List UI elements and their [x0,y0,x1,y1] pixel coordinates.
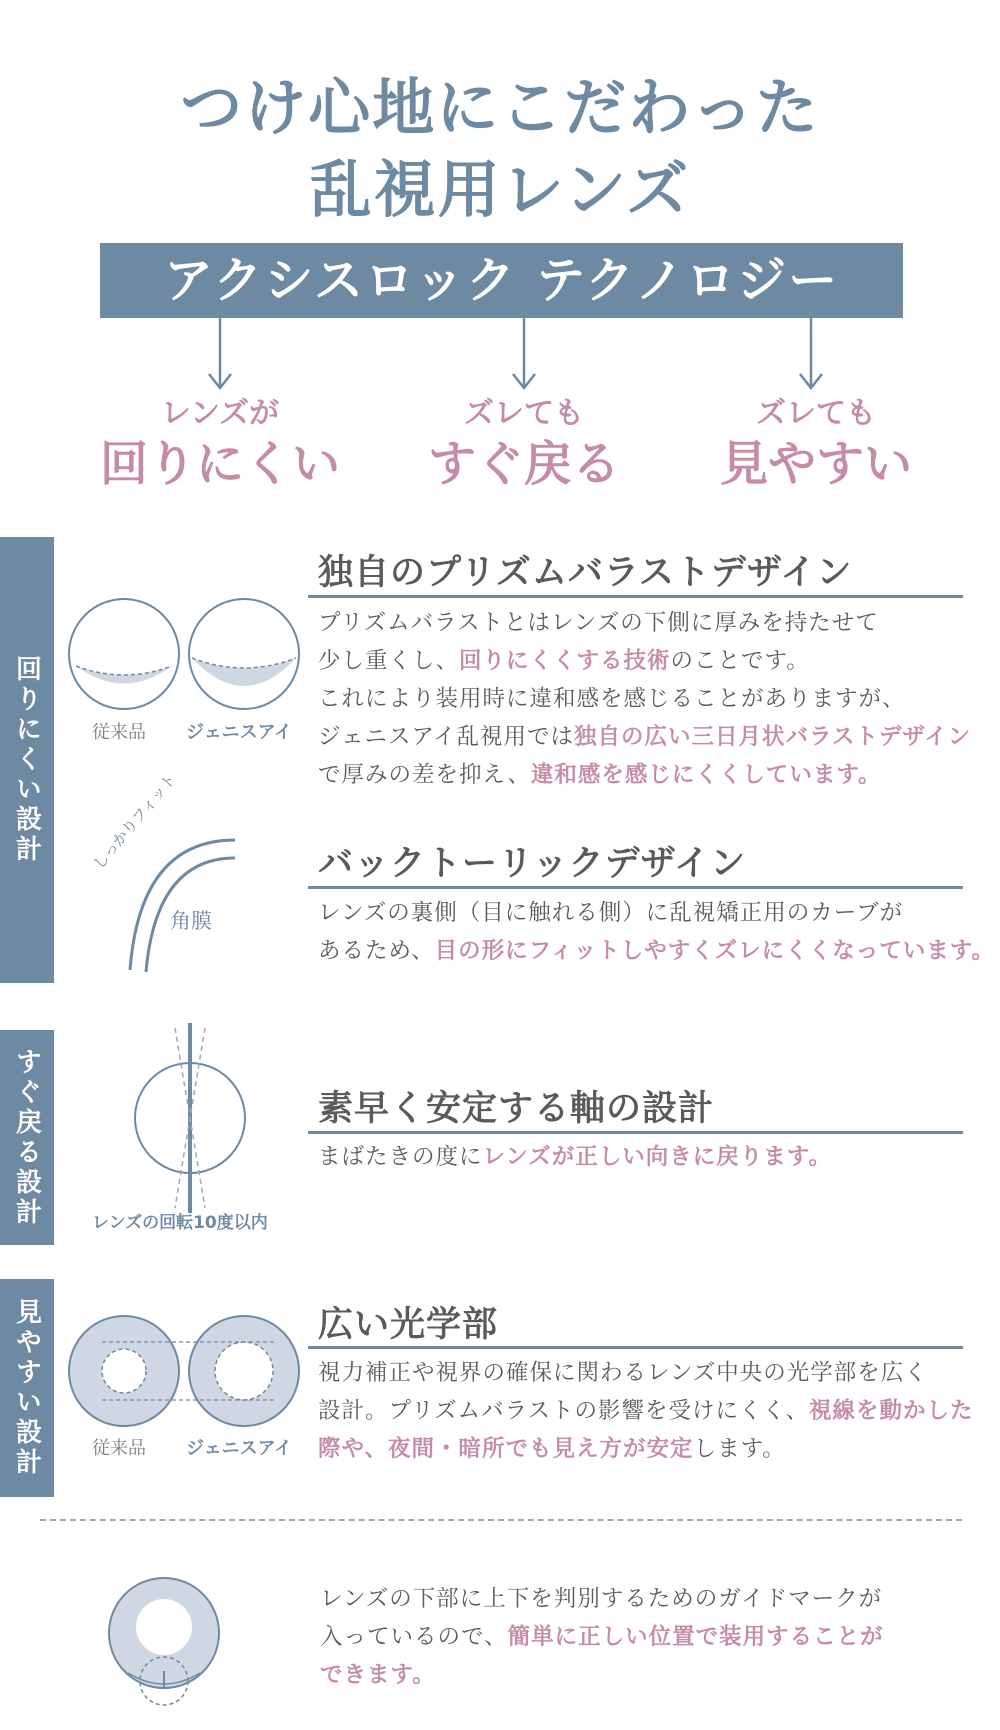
text-span: まばたきの度に [318,1144,483,1170]
side-label-return: すぐ戻る設計 [0,1030,54,1245]
page-title-line1: つけ心地にこだわった [180,71,820,144]
benefit-main: すぐ戻る [427,436,620,492]
dashed-divider [40,1519,962,1521]
text-line [318,718,971,756]
section-title-axis: 素早く安定する軸の設計 [318,1089,715,1129]
text-line: 視力補正や視界の確保に関わるレンズ中央の光学部を広く [318,1360,928,1386]
caption-genisseye: ジェニスアイ [186,1438,293,1459]
lens-genisseye-icon [186,596,302,712]
text-line [318,932,995,970]
cornea-label: 角膜 [170,909,212,933]
text-line [318,1138,832,1176]
text-span: あるため、 [318,938,435,964]
text-highlight: 違和感を感じにくくしています。 [530,762,882,788]
text-span: 設計。プリズムバラストの影響を受けにくく、 [318,1398,810,1424]
text-span: ジェニスアイ乱視用では [318,724,575,750]
text-line [320,1618,884,1656]
benefit-sub: ズレても [464,396,584,431]
arrow-down-icon [509,318,539,393]
section-title-prism: 独自のプリズムバラストデザイン [318,553,853,593]
optical-description [318,1354,974,1468]
benefit-return [394,394,654,494]
text-highlight: 目の形にフィットしやすくズレにくくなっています。 [434,938,996,964]
text-line: これにより装用時に違和感を感じることがありますが、 [318,686,906,712]
benefit-rotate [80,394,360,494]
text-span: します。 [693,1436,786,1462]
text-highlight: 視線を動かした [809,1398,974,1424]
caption-genisseye: ジェニスアイ [186,722,293,743]
text-line: プリズムバラストとはレンズの下側に厚みを持たせて [318,610,879,636]
benefit-main: 回りにくい [99,436,340,492]
section-divider [308,1131,963,1134]
benefit-sub: レンズが [160,396,280,431]
section-divider [308,1346,963,1349]
technology-banner: アクシスロック テクノロジー [100,243,903,318]
side-label-rotation: 回りにくい設計 [0,537,54,983]
optic-compare-guides [66,1313,302,1429]
axis-caption: レンズの回転10度以内 [92,1213,268,1233]
text-highlight: 回りにくくする技術 [459,648,671,674]
text-line [318,1430,974,1468]
caption-conventional: 従来品 [92,1438,146,1459]
side-label-visibility: 見やすい設計 [0,1279,54,1497]
benefit-visibility [686,394,946,494]
section-title-backtoric: バックトーリックデザイン [318,844,747,884]
text-line [318,756,971,794]
text-line [318,1392,974,1430]
axis-description [318,1138,832,1176]
text-highlight: 簡単に正しい位置で装用することが [507,1624,884,1650]
prism-description [318,604,971,794]
guide-mark-lens-icon [106,1575,222,1705]
text-highlight: できます。 [320,1662,436,1688]
text-highlight: 際や、夜間・暗所でも見え方が安定 [318,1436,694,1462]
benefit-sub: ズレても [756,396,876,431]
arrow-down-icon [796,318,826,393]
guide-description [320,1580,884,1694]
text-highlight: レンズが正しい向きに戻ります。 [482,1144,832,1170]
text-span: 入っているので、 [320,1624,508,1650]
section-divider [308,886,963,889]
text-line [320,1656,884,1694]
section-divider [308,595,963,598]
benefit-main: 見やすい [719,436,912,492]
text-highlight: 独自の広い三日月状バラストデザイン [574,724,972,750]
text-line: レンズの裏側（目に触れる側）に乱視矯正用のカーブが [318,900,904,926]
axis-rotation-icon [120,1018,260,1218]
text-span: で厚みの差を抑え、 [318,762,531,788]
caption-conventional: 従来品 [92,722,146,743]
backtoric-description [318,894,995,970]
fit-label: しっかりフィット [89,770,180,873]
page-title-line2: 乱視用レンズ [309,153,691,226]
text-span: 少し重くし、 [318,648,460,674]
lens-conventional-icon [66,596,182,712]
section-title-optical: 広い光学部 [318,1305,499,1345]
text-line [318,642,971,680]
text-span: のことです。 [670,648,810,674]
arrow-down-icon [205,318,235,393]
text-line: レンズの下部に上下を判別するためのガイドマークが [320,1586,883,1612]
